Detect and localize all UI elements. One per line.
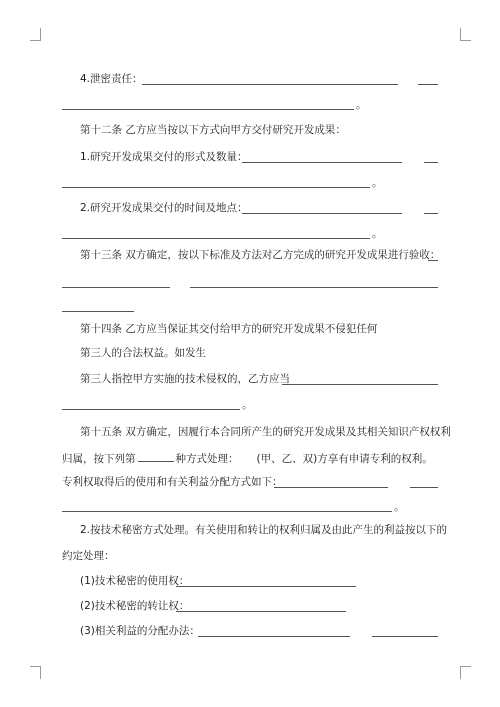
benefit-distribution-blank[interactable] — [198, 636, 350, 637]
delivery-time-blank-end[interactable] — [424, 213, 438, 214]
trade-secret-text-2: 约定处理： — [62, 550, 115, 562]
period: 。 — [372, 228, 383, 240]
period: 。 — [242, 399, 253, 411]
period: 。 — [372, 177, 383, 189]
benefit-distribution-label: (3)相关利益的分配办法： — [80, 625, 200, 637]
page-corner-top-left — [30, 28, 41, 41]
ownership-prefix: 归属，按下列第 — [62, 453, 136, 465]
patent-use-blank[interactable] — [274, 487, 388, 488]
secrecy-liability-label: 4.泄密责任： — [80, 73, 143, 85]
acceptance-blank-3[interactable] — [190, 287, 438, 288]
acceptance-blank-4[interactable] — [62, 311, 134, 312]
trade-secret-text: 2.按技术秘密方式处理。有关使用和转让的权利归属及由此产生的利益按以下的 — [80, 524, 448, 536]
delivery-time-blank-2[interactable] — [62, 238, 370, 239]
period: 。 — [394, 501, 405, 513]
delivery-form-blank[interactable] — [242, 162, 402, 163]
page-corner-bottom-left — [30, 666, 41, 679]
article-14-text: 第十四条 乙方应当保证其交付给甲方的研究开发成果不侵犯任何 — [80, 323, 378, 335]
secrecy-liability-blank-2[interactable] — [62, 109, 354, 110]
delivery-form-label: 1.研究开发成果交付的形式及数量： — [80, 151, 248, 163]
article-14-text-2: 第三人的合法权益。如发生 — [80, 347, 206, 359]
period: 。 — [356, 99, 367, 111]
acceptance-blank-2[interactable] — [62, 287, 170, 288]
secret-transfer-blank[interactable] — [176, 611, 346, 612]
acceptance-blank[interactable] — [428, 260, 438, 261]
secret-transfer-label: (2)技术秘密的转让权： — [80, 600, 190, 612]
patent-use-blank-2[interactable] — [62, 511, 392, 512]
patent-right-text: (甲、乙、双)方享有申请专利的权利。 — [256, 453, 433, 465]
secrecy-liability-blank[interactable] — [142, 84, 398, 85]
infringement-blank[interactable] — [282, 384, 438, 385]
secrecy-liability-blank-end[interactable] — [418, 84, 438, 85]
secrecy-liability-line — [80, 72, 143, 86]
patent-use-label: 专利权取得后的使用和有关利益分配方式如下： — [62, 476, 283, 488]
page-corner-bottom-right — [460, 666, 471, 679]
ownership-mid: 种方式处理： — [175, 453, 239, 465]
patent-use-blank-end[interactable] — [410, 487, 438, 488]
article-13-text: 第十三条 双方确定，按以下标准及方法对乙方完成的研究开发成果进行验收： — [80, 249, 441, 261]
benefit-distribution-blank-end[interactable] — [372, 636, 438, 637]
secret-use-blank[interactable] — [176, 586, 356, 587]
delivery-form-blank-end[interactable] — [424, 162, 438, 163]
page-corner-top-right — [460, 28, 471, 41]
delivery-form-blank-2[interactable] — [62, 187, 370, 188]
article-15-text: 第十五条 双方确定，因履行本合同所产生的研究开发成果及其相关知识产权权利 — [80, 426, 451, 438]
infringement-blank-2[interactable] — [62, 409, 240, 410]
delivery-time-blank[interactable] — [242, 213, 402, 214]
secret-use-label: (1)技术秘密的使用权： — [80, 575, 190, 587]
method-number-blank[interactable] — [138, 450, 174, 462]
article-15-text-2 — [62, 450, 433, 466]
article-12-heading: 第十二条 乙方应当按以下方式向甲方交付研究开发成果： — [80, 124, 346, 136]
delivery-time-label: 2.研究开发成果交付的时间及地点： — [80, 202, 248, 214]
article-14-text-3: 第三人指控甲方实施的技术侵权的，乙方应当 — [80, 373, 290, 385]
